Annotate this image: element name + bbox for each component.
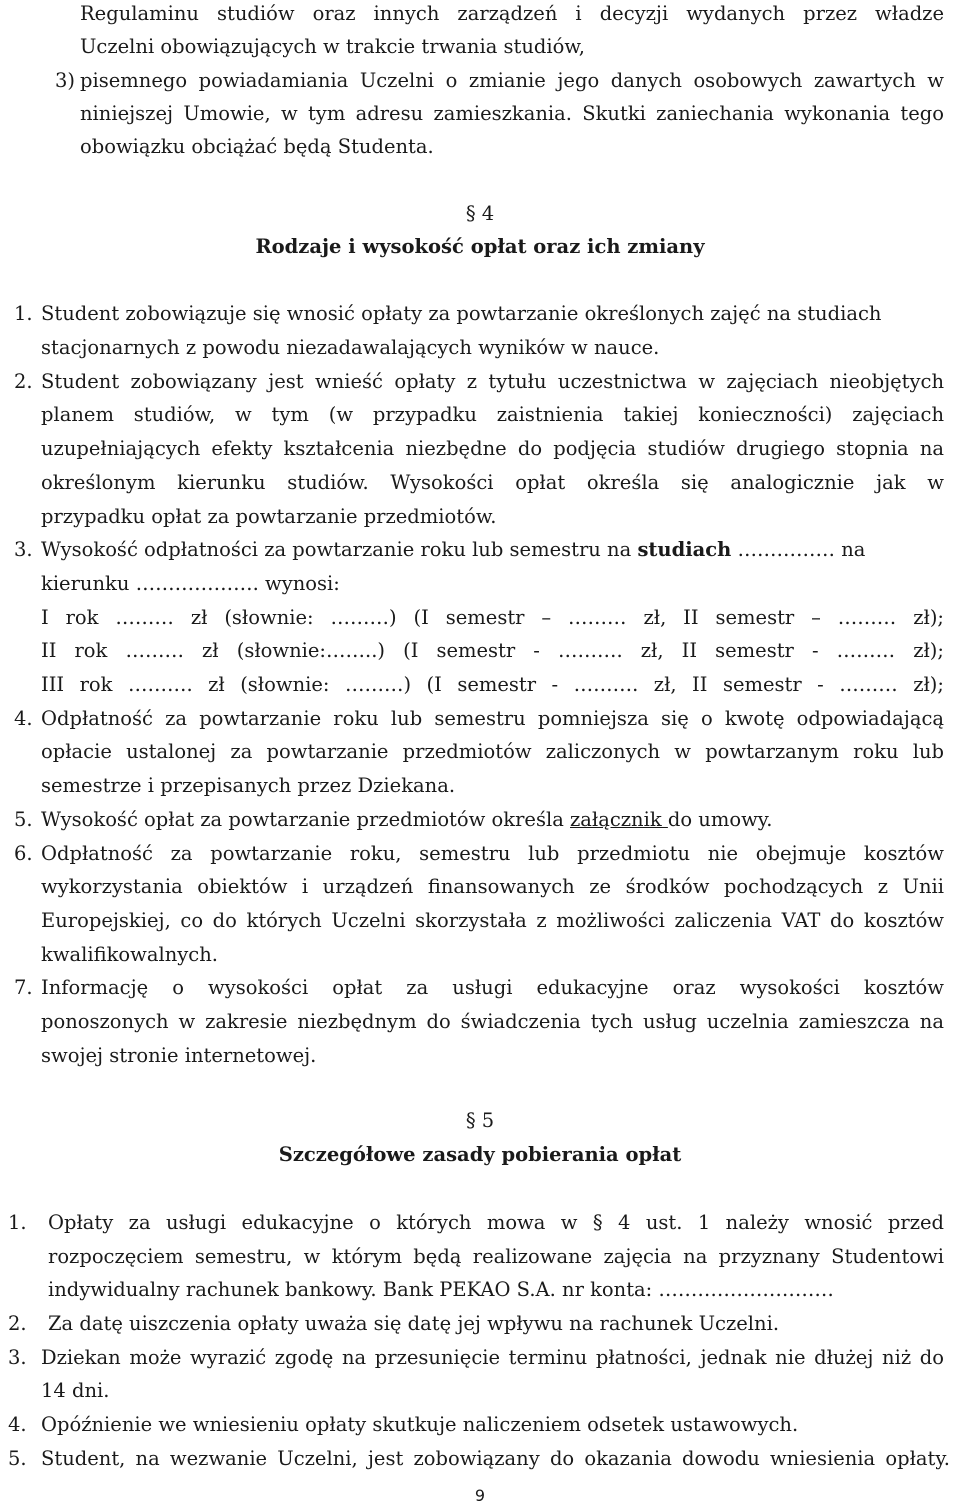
paragraph-line: kierunku ………………. wynosi: (41, 572, 340, 595)
list-number: 2. (14, 370, 33, 393)
paragraph-line: indywidualny rachunek bankowy. Bank PEKAO S.A. nr konta: ……………………… (48, 1278, 834, 1301)
fee-row-year-2: II rok ……… zł (słownie:……..) (I semestr - ………. zł, II semestr - ……… zł); (41, 639, 944, 662)
paragraph-line: swojej stronie internetowej. (41, 1044, 317, 1067)
paragraph-line: Za datę uiszczenia opłaty uważa się datę jej wpływu na rachunek Uczelni. (48, 1312, 780, 1335)
text-run: do umowy. (667, 808, 773, 831)
paragraph-line: uzupełniających efekty kształcenia niezbędne do podjęcia studiów drugiego stopnia na (41, 437, 944, 460)
paragraph-line: Odpłatność za powtarzanie roku, semestru lub przedmiotu nie obejmuje kosztów (41, 842, 944, 865)
list-number: 5. (14, 808, 33, 831)
intro-line: pisemnego powiadamiania Uczelni o zmianie jego danych osobowych zawartych w (80, 69, 944, 92)
paragraph-line (41, 806, 960, 836)
text-run: …………… na (731, 538, 866, 561)
paragraph-line: Opóźnienie we wniesieniu opłaty skutkuje naliczeniem odsetek ustawowych. (41, 1413, 799, 1436)
paragraph-line: Informację o wysokości opłat za usługi edukacyjne oraz wysokości kosztów (41, 976, 944, 999)
paragraph-line: określonym kierunku studiów. Wysokości opłat określa się analogicznie jak w (41, 471, 944, 494)
paragraph-line: Opłaty za usługi edukacyjne o których mowa w § 4 ust. 1 należy wnosić przed (48, 1211, 944, 1234)
attachment-link[interactable]: załącznik (570, 808, 668, 831)
intro-line: Uczelni obowiązujących w trakcie trwania studiów, (80, 35, 585, 58)
paragraph-line: opłacie ustalonej za powtarzanie przedmiotów zaliczonych w powtarzanym roku lub (41, 740, 944, 763)
paragraph-line: semestrze i przepisanych przez Dziekana. (41, 774, 456, 797)
paragraph-line: planem studiów, w tym (w przypadku zaistnienia takiej konieczności) zajęciach (41, 403, 944, 426)
list-number: 2. (8, 1312, 27, 1335)
list-number: 1. (8, 1211, 27, 1234)
intro-line: niniejszej Umowie, w tym adresu zamieszkania. Skutki zaniechania wykonania tego (80, 102, 944, 125)
paragraph-line: Student zobowiązuje się wnosić opłaty za powtarzanie określonych zajęć na studiach (41, 302, 882, 325)
paragraph-line (41, 536, 944, 566)
paragraph-line: przypadku opłat za powtarzanie przedmiotów. (41, 505, 497, 528)
paragraph-line: Student, na wezwanie Uczelni, jest zobowiązany do okazania dowodu wniesienia opłaty. (41, 1447, 950, 1470)
list-number: 3. (8, 1346, 27, 1369)
list-number: 7. (14, 976, 33, 999)
paragraph-line: Student zobowiązany jest wnieść opłaty z tytułu uczestnictwa w zajęciach nieobjętych (41, 370, 944, 393)
text-run: Wysokość opłat za powtarzanie przedmiotów określa (41, 808, 571, 831)
section-title: Szczegółowe zasady pobierania opłat (278, 1143, 682, 1166)
paragraph-line: rozpoczęciem semestru, w którym będą realizowane zajęcia na przyznany Studentowi (48, 1245, 944, 1268)
list-number: 4. (8, 1413, 27, 1436)
paragraph-line: kwalifikowalnych. (41, 943, 218, 966)
section-mark: § 5 (465, 1109, 495, 1132)
section-title: Rodzaje i wysokość opłat oraz ich zmiany (255, 235, 705, 258)
paragraph-line: Europejskiej, co do których Uczelni skorzystała z możliwości zaliczenia VAT do kosztów (41, 909, 944, 932)
intro-line: obowiązku obciążać będą Studenta. (80, 135, 434, 158)
text-run-bold: studiach (637, 538, 732, 561)
list-number: 3) (55, 69, 76, 92)
paragraph-line: stacjonarnych z powodu niezadawalających wyników w nauce. (41, 336, 660, 359)
text-run: Wysokość odpłatności za powtarzanie roku lub semestru na (41, 538, 638, 561)
fee-row-year-1: I rok ……… zł (słownie: ………) (I semestr – ……… zł, II semestr – ……… zł); (41, 606, 944, 629)
list-number: 6. (14, 842, 33, 865)
paragraph-line: Odpłatność za powtarzanie roku lub semestru pomniejsza się o kwotę odpowiadającą (41, 707, 944, 730)
intro-line: Regulaminu studiów oraz innych zarządzeń i decyzji wydanych przez władze (80, 2, 944, 25)
list-number: 5. (8, 1447, 27, 1470)
paragraph-line: ponoszonych w zakresie niezbędnym do świadczenia tych usług uczelnia zamieszcza na (41, 1010, 944, 1033)
paragraph-line: wykorzystania obiektów i urządzeń finansowanych ze środków pochodzących z Unii (41, 875, 944, 898)
list-number: 4. (14, 707, 33, 730)
fee-row-year-3: III rok ………. zł (słownie: ………) (I semestr - ………. zł, II semestr - ……… zł); (41, 673, 944, 696)
page-number: 9 (474, 1486, 486, 1505)
list-number: 3. (14, 538, 33, 561)
section-mark: § 4 (465, 202, 495, 225)
list-number: 1. (14, 302, 33, 325)
paragraph-line: 14 dni. (41, 1379, 110, 1402)
paragraph-line: Dziekan może wyrazić zgodę na przesunięcie terminu płatności, jednak nie dłużej niż do (41, 1346, 944, 1369)
